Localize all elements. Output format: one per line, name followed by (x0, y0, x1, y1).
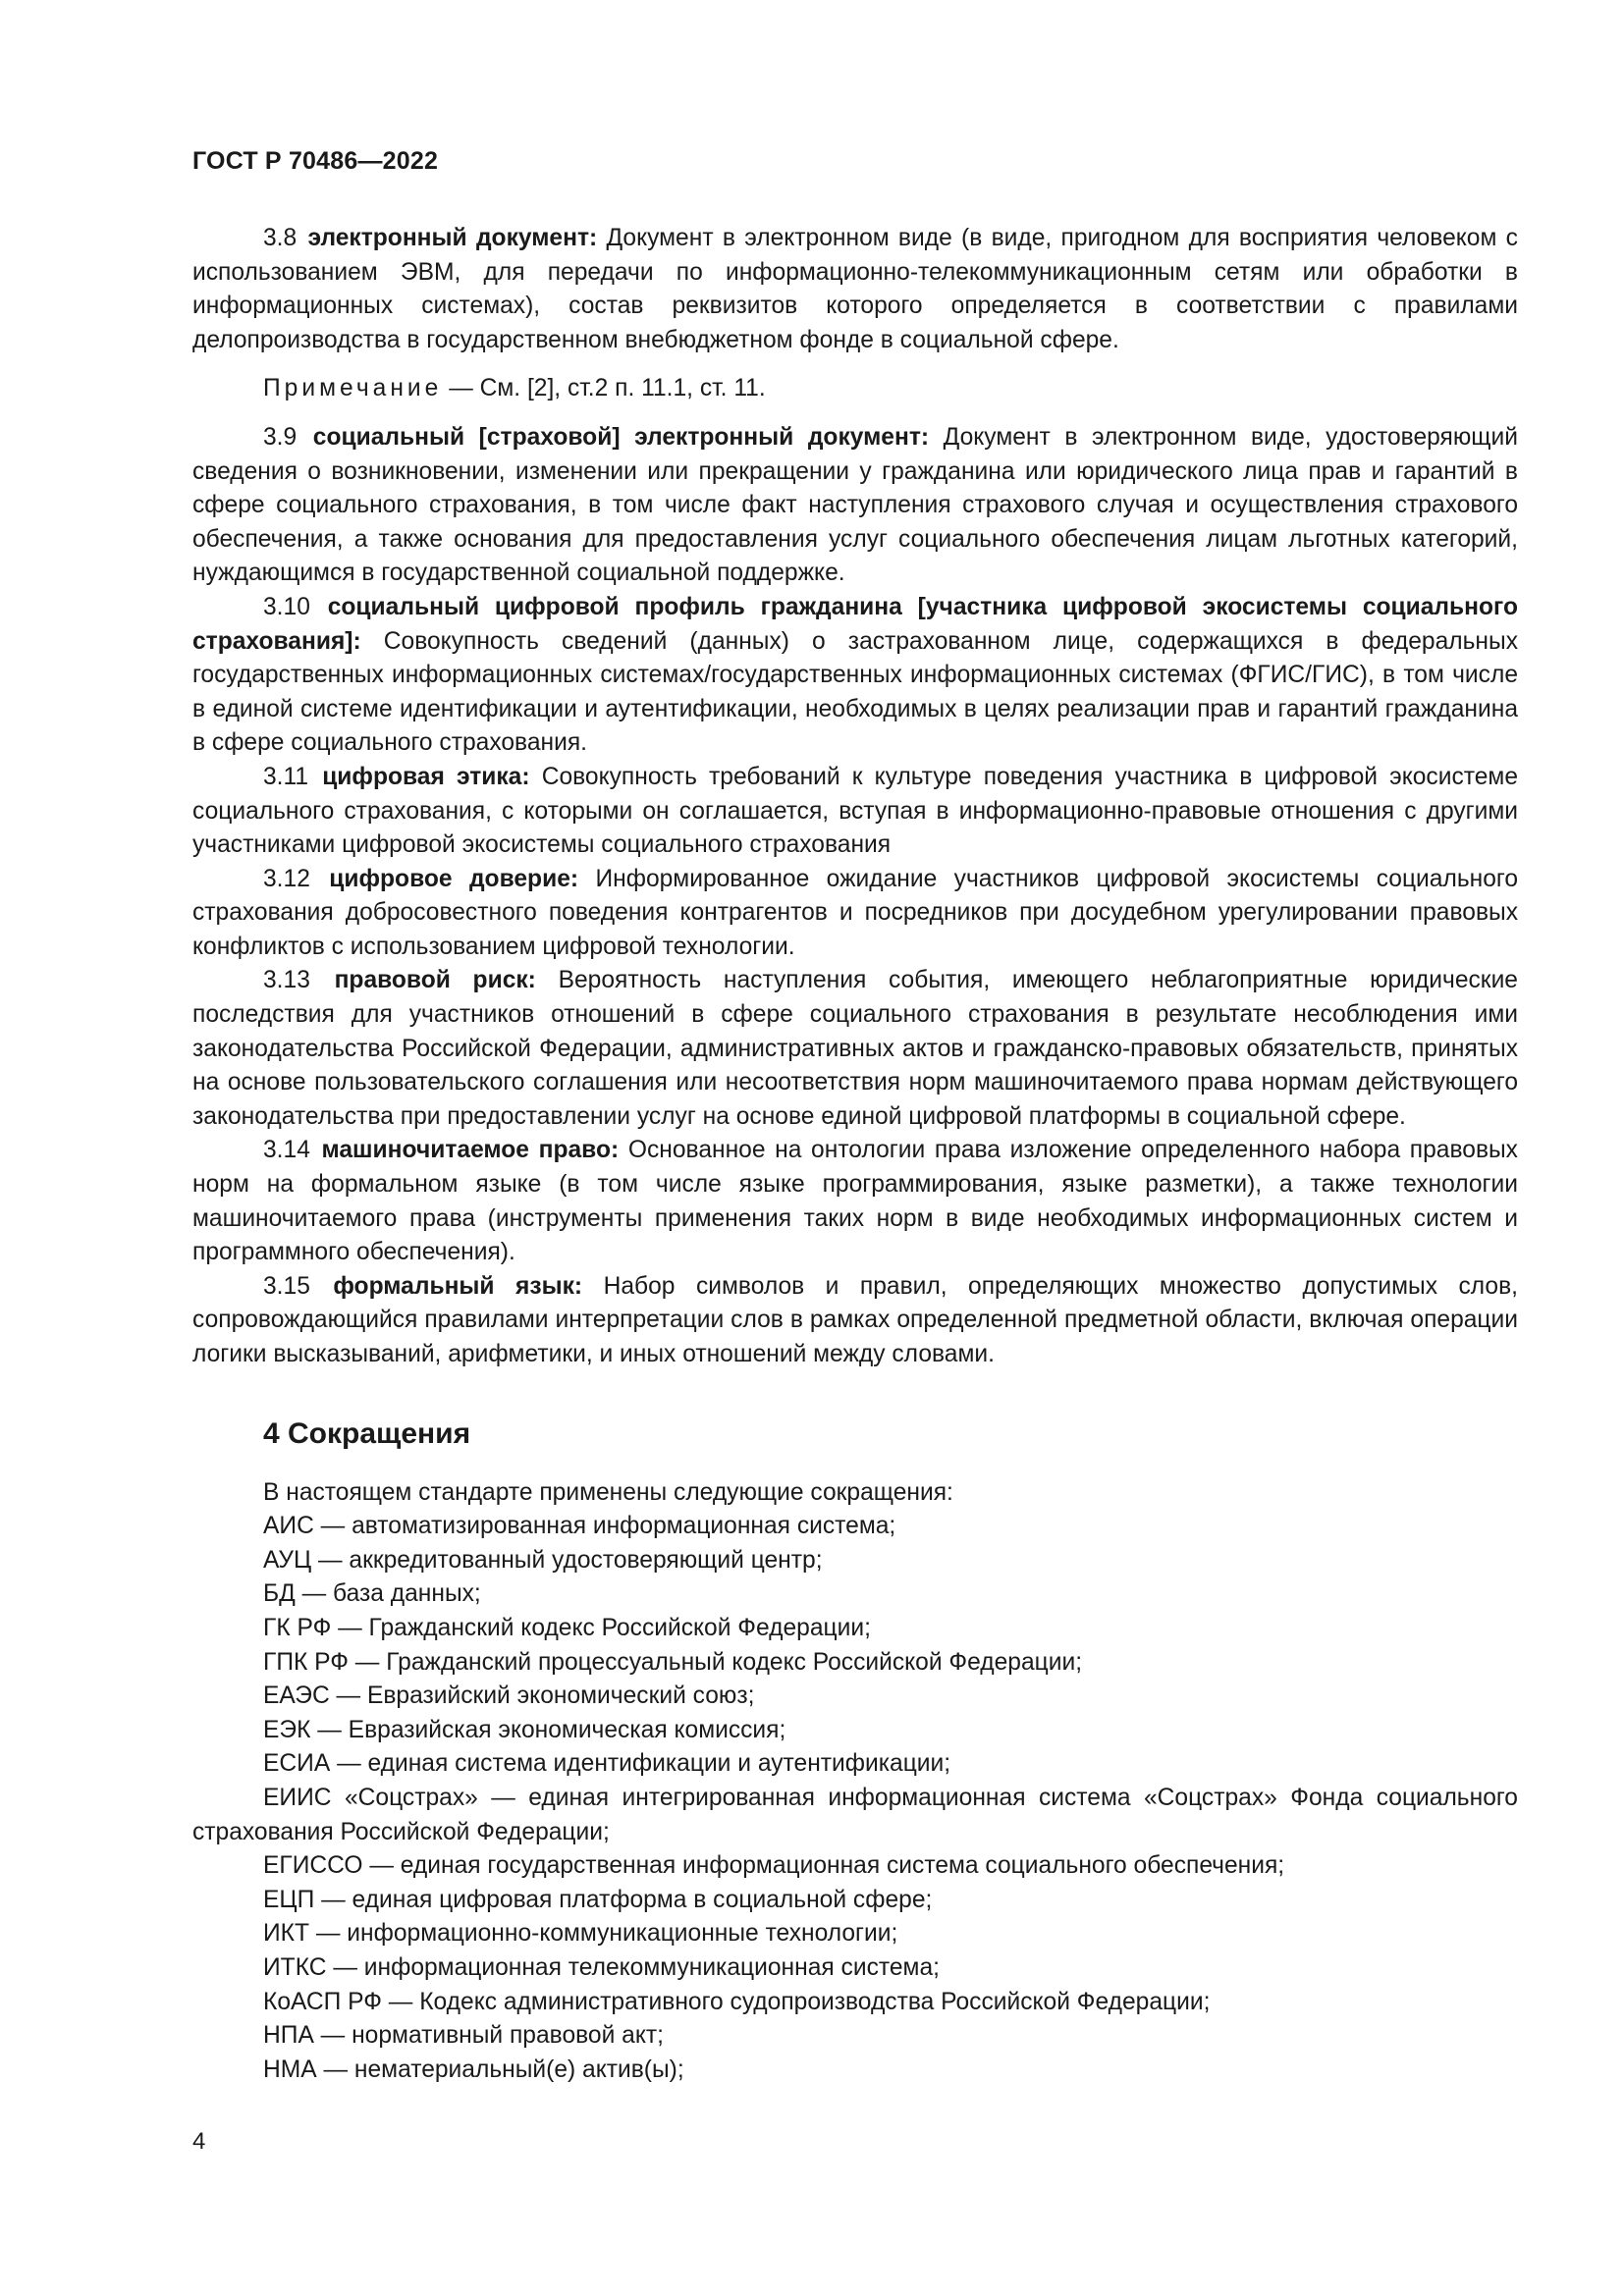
page-number: 4 (192, 2128, 206, 2155)
definition-number: 3.13 (263, 967, 310, 994)
definition-3-13 (192, 964, 1518, 1134)
abbreviation-item: ЕЦП — единая цифровая платформа в социальной сфере; (263, 1886, 933, 1913)
definition-number: 3.9 (263, 423, 298, 451)
definition-3-11 (192, 761, 1518, 863)
note-text: — См. [2], ст.2 п. 11.1, ст. 11. (442, 375, 766, 402)
definition-number: 3.11 (263, 763, 309, 790)
definition-term: цифровое доверие: (329, 865, 579, 892)
definition-term: машиночитаемое право: (321, 1137, 620, 1164)
definition-term: формальный язык: (333, 1272, 583, 1300)
definition-term: цифровая этика: (322, 763, 530, 790)
definition-term: социальный [страховой] электронный документ: (312, 423, 930, 451)
definition-3-10 (192, 591, 1518, 761)
definition-text: Набор символов и правил, определяющих множество допустимых слов, сопровождающийся правилами интерпретации слов в рамках определенной предметной области, включая операции логики высказываний, арифметики, и иных отношений между словами. (192, 1272, 1518, 1367)
abbreviation-item: ЕАЭС — Евразийский экономический союз; (263, 1682, 755, 1710)
definition-3-15 (192, 1270, 1518, 1372)
definition-number: 3.12 (263, 865, 310, 892)
abbreviation-item: НМА — нематериальный(е) актив(ы); (263, 2056, 684, 2083)
definition-text: Документ в электронном виде, удостоверяющий сведения о возникновении, изменении или прекращении у гражданина или юридического лица прав и гарантий в сфере социального страхования, в том числе факт наступления страхового случая и осуществления страхового обеспечения, а также основания для предоставления услуг социального обеспечения лицам льготных категорий, нуждающимся в государственной социальной поддержке. (192, 423, 1518, 587)
definition-number: 3.15 (263, 1272, 310, 1300)
abbreviation-item: НПА — нормативный правовой акт; (263, 2022, 664, 2050)
abbreviation-item: ЕСИА — единая система идентификации и аутентификации; (263, 1750, 951, 1778)
definition-number: 3.10 (263, 593, 310, 620)
definition-text: Вероятность наступления события, имеющего неблагоприятные юридические последствия для участников отношений в сфере социального страхования в результате несоблюдения ими законодательства Российской Федерации, административных актов и гражданско-правовых обязательств, принятых на основе пользовательского соглашения или несоответствия норм машиночитаемого права нормам действующего законодательства при предоставлении услуг на основе единой цифровой платформы в социальной сфере. (192, 967, 1518, 1130)
definition-text: Документ в электронном виде (в виде, пригодном для восприятия человеком с использованием ЭВМ, для передачи по информационно-телекоммуникационным сетям или обработки в информационных системах), состав реквизитов которого определяется в соответствии с правилами делопроизводства в государственном внебюджетном фонде в социальной сфере. (192, 225, 1518, 353)
definition-text: Основанное на онтологии права изложение определенного набора правовых норм на формальном языке (в том числе языке программирования, языке разметки), а также технологии машиночитаемого права (инструменты применения таких норм в виде необходимых информационных систем и программного обеспечения). (192, 1137, 1518, 1266)
abbreviation-item: ЕЭК — Евразийская экономическая комиссия; (263, 1716, 786, 1743)
abbreviation-item: АУЦ — аккредитованный удостоверяющий центр; (263, 1546, 823, 1574)
definition-3-8 (192, 222, 1518, 357)
definition-3-9 (192, 421, 1518, 591)
note-label: Примечание (263, 375, 443, 402)
definition-term: правовой риск: (334, 967, 536, 994)
definition-term: социальный цифровой профиль гражданина [участника цифровой экосистемы социального страхования]: (192, 593, 1518, 655)
definition-3-12 (192, 863, 1518, 965)
abbreviation-item: ИКТ — информационно-коммуникационные технологии; (263, 1920, 898, 1948)
abbreviation-item: ГПК РФ — Гражданский процессуальный кодекс Российской Федерации; (263, 1648, 1083, 1676)
document-code-header: ГОСТ Р 70486—2022 (192, 147, 439, 175)
abbreviation-item: ЕИИС «Соцстрах» — единая интегрированная информационная система «Соцстрах» Фонда социального страхования Российской Федерации; (192, 1784, 1518, 1845)
definition-text: Совокупность требований к культуре поведения участника в цифровой экосистеме социального страхования, с которыми он соглашается, вступая в информационно-правовые отношения с другими участниками цифровой экосистемы социального страхования (192, 763, 1519, 859)
abbreviation-item: ЕГИССО — единая государственная информационная система социального обеспечения; (263, 1852, 1285, 1880)
definition-3-14 (192, 1134, 1518, 1269)
abbreviations-intro: В настоящем стандарте применены следующие сокращения: (263, 1478, 953, 1506)
definition-text: Совокупность сведений (данных) о застрахованном лице, содержащихся в федеральных государственных информационных системах/государственных информационных системах (ФГИС/ГИС), в том числе в единой системе идентификации и аутентификации, необходимых в целях реализации прав и гарантий гражданина в сфере социального страхования. (192, 627, 1518, 757)
definition-term: электронный документ: (307, 225, 598, 251)
abbreviation-item: ГК РФ — Гражданский кодекс Российской Федерации; (263, 1614, 871, 1641)
definition-number: 3.8 (263, 225, 298, 251)
abbreviation-item: БД — база данных; (263, 1580, 481, 1608)
abbreviation-item: ИТКС — информационная телекоммуникационная система; (263, 1953, 940, 1981)
note (192, 372, 1518, 406)
section-heading: 4 Сокращения (263, 1416, 471, 1450)
definition-text: Информированное ожидание участников цифровой экосистемы социального страхования добросовестного поведения контрагентов и посредников при досудебном урегулировании правовых конфликтов с использованием цифровой технологии. (192, 865, 1518, 960)
definition-number: 3.14 (263, 1137, 310, 1164)
abbreviation-item: АИС — автоматизированная информационная система; (263, 1513, 896, 1540)
page-content (192, 222, 1518, 2087)
abbreviation-item: КоАСП РФ — Кодекс административного судопроизводства Российской Федерации; (263, 1988, 1211, 2015)
